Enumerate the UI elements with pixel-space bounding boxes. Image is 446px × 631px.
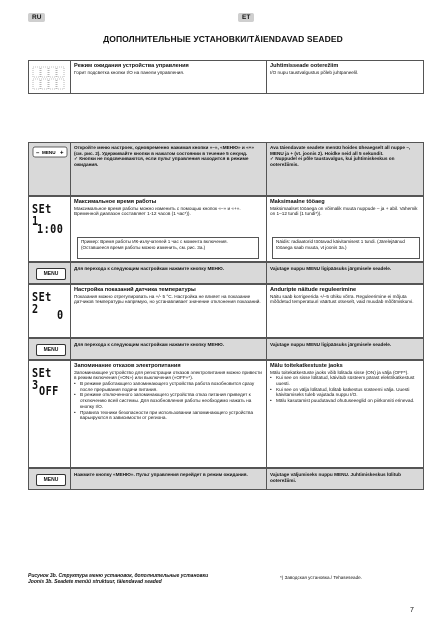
set3-display-top: SEt 3 bbox=[32, 366, 52, 392]
standby-et-text: I/O nupu taustvalgustus põleb juhtpaneelil. bbox=[270, 69, 359, 75]
menu-button-icon: MENU bbox=[36, 268, 66, 280]
standby-block bbox=[28, 60, 424, 94]
set1-block bbox=[28, 196, 424, 262]
set3-ru-next: Нажмите кнопку «МЕНЮ». Пульт управления перейдет в режим ожидания. bbox=[74, 472, 248, 477]
footnote: *) Заводская установка./ Tehaseseade. bbox=[280, 575, 362, 580]
caption-ru: Рисунок 3b. Структура меню установок, дополнительные установки bbox=[28, 573, 209, 579]
set2-block bbox=[28, 284, 424, 338]
check-icon: ✓ bbox=[74, 156, 80, 162]
set2-et-next: Vajutage nuppu MENU ligipääsuks järgmisele seadele. bbox=[270, 342, 392, 347]
set3-et-title: Mälu toitekatkestuste jaoks bbox=[270, 363, 343, 369]
set3-et-bullets bbox=[270, 375, 422, 404]
set2-et-title: Anduripte näitude reguleerimine bbox=[270, 287, 357, 293]
set3-ru-text: Запоминающее устройство для регистрации отказов электропитания можно привести в режим включения («ON») или выключения («OFF»*). bbox=[74, 369, 262, 381]
set2-ru-title: Настройка показаний датчика температуры bbox=[74, 287, 196, 293]
language-badge-et: ET bbox=[238, 13, 254, 22]
standby-display-icon bbox=[29, 61, 71, 93]
set3-block bbox=[28, 360, 424, 468]
set3-display-bottom: OFF bbox=[39, 384, 59, 398]
set2-display-bottom: 0 bbox=[57, 308, 64, 322]
menu-button-icon: MENU bbox=[36, 344, 66, 356]
open-menu-block bbox=[28, 142, 424, 196]
page-title: ДОПОЛНИТЕЛЬНЫЕ УСТАНОВКИ/TÄIENDAVAD SEADED bbox=[103, 34, 343, 44]
set2-et-text: Näitu saab korrigeerida +/–5 ühiku võrra. Reguleerimine ei mõjuta mõõdetud temperatuuri väärtust otseselt, vaid muudab mõõtmiskurvi. bbox=[270, 293, 414, 305]
set2-ru-text: Показания можно отрегулировать на +/- 5 °C. Настройка не влияет на показание датчиков температуры напрямую, но устанавливает значение отклонения показаний. bbox=[74, 293, 261, 305]
page-number: 7 bbox=[410, 607, 414, 614]
set2-display bbox=[29, 285, 71, 337]
list-item: • Правила техники безопасности при использовании запоминающего устройства варьируются в зависимости от региона. bbox=[74, 410, 263, 421]
plus-glyph: + bbox=[60, 150, 64, 157]
set1-ru-example: Пример: Время работы ИК-излучателей 1 час с момента включения. (Оставшееся время работы можно изменить, см. рис. 3a.) bbox=[77, 237, 259, 259]
list-item: • Kui see on sisse lülitatud, käivitub süsteem pärast elektrikatkestust uuesti. bbox=[270, 375, 422, 386]
set3-display bbox=[29, 361, 71, 467]
list-item: • Kui see on välja lülitatud, lülitab katkestus süsteemi välja. Uuesti käivitamiseks tuleb vajutada nuppu I/O. bbox=[270, 387, 422, 398]
set1-et-next: Vajutage nuppu MENU ligipääsuks järgmisele seadele. bbox=[270, 266, 392, 271]
set1-ru-title: Максимальное время работы bbox=[74, 199, 157, 205]
standby-et-title: Juhtimisseade ooterežiim bbox=[270, 63, 339, 69]
list-item: • В режиме работающего запоминающего устройства работа возобновится сразу после прерывания подачи питания. bbox=[74, 381, 263, 392]
menu-buttons-icon bbox=[29, 143, 71, 195]
set2-next-block bbox=[28, 338, 424, 360]
menu-glyph: MENU bbox=[42, 150, 56, 155]
set1-ru-next: Для перехода к следующим настройкам нажмите кнопку МЕНЮ. bbox=[74, 266, 225, 271]
menu-button-icon: MENU bbox=[36, 474, 66, 486]
set1-display bbox=[29, 197, 71, 261]
set2-ru-next: Для перехода к следующим настройкам нажмите кнопку МЕНЮ. bbox=[74, 342, 225, 347]
set3-et-text: Mälu toitekatkestuste jaoks võib lülitada sisse (ON) ja välja (OFF*). bbox=[270, 369, 409, 375]
open-menu-ru-check: Кнопки не подсвечиваются, если пульт управления находится в режиме ожидания. bbox=[74, 156, 249, 168]
standby-ru-text: Горит подсветка кнопки I/O на панели управления. bbox=[74, 69, 185, 75]
set1-next-block bbox=[28, 262, 424, 284]
open-menu-et-check: Nuppudel ei põle taustavalgus, kui juhtimiskeskus on ooterežiimis. bbox=[270, 156, 395, 168]
caption-et: Joonis 3b. Seadete menüü struktuur, täiendavad seaded bbox=[28, 579, 162, 585]
set3-et-next: Vajutage väljumiseks nuppu MENU. Juhtimiskeskus lülitub ooterežiimi. bbox=[270, 472, 402, 483]
set1-et-title: Maksimaalne tööaeg bbox=[270, 199, 325, 205]
set1-display-top: SEt 1 bbox=[32, 202, 52, 228]
set1-display-bottom: 1:00 bbox=[37, 222, 64, 236]
list-item: • Mälu kasutamist puudutavad ohutuseeeglid on piirkonniti erinevad. bbox=[270, 398, 422, 404]
check-icon: ✓ bbox=[270, 156, 276, 162]
standby-ru-title: Режим ожидания устройства управления bbox=[74, 63, 189, 69]
list-item: • В режиме отключенного запоминающего устройства отказ питания приведет к отключению всей системы. Для возобновления работы необходимо нажать на кнопку I/O. bbox=[74, 392, 263, 409]
figure-caption bbox=[28, 573, 208, 585]
open-menu-ru-text: Откройте меню настроек, одновременно нажимая кнопки «–», «МЕНЮ» и «+» (см. рис. 2). Удерживайте кнопки в нажатом состоянии в течение 5 секунд. bbox=[74, 145, 255, 156]
set3-ru-bullets bbox=[74, 381, 263, 421]
language-badge-ru: RU bbox=[28, 13, 45, 22]
set1-et-example: Näidis: radiaatorid töötavad käivitamisest 1 tundi. (Järelejäänud tööaega saab muuta, vt joonis 3a.) bbox=[272, 237, 420, 259]
set2-display-top: SEt 2 bbox=[32, 290, 52, 316]
exit-block bbox=[28, 468, 424, 490]
set1-ru-text: Максимальное время работы можно изменить с помощью кнопок «–» и «+». Временной диапазон составляет 1-12 часов (1 час*)). bbox=[74, 205, 241, 217]
set1-et-text: Maksimaalset tööaega on võimalik muuta nuppude – ja + abil. Vahemik on 1–12 tundi (1 tundi*)). bbox=[270, 205, 418, 217]
minus-glyph: – bbox=[36, 150, 40, 157]
open-menu-et-text: Ava täiendavate seadete menüü hoides üheaegselt all nuppe –, MENU ja + (vt. joonis 2). Hoidke neid all 5 sekundit. bbox=[270, 145, 411, 156]
display-placeholder-icon bbox=[29, 61, 71, 95]
set3-ru-title: Запоминание отказов электропитания bbox=[74, 363, 181, 369]
